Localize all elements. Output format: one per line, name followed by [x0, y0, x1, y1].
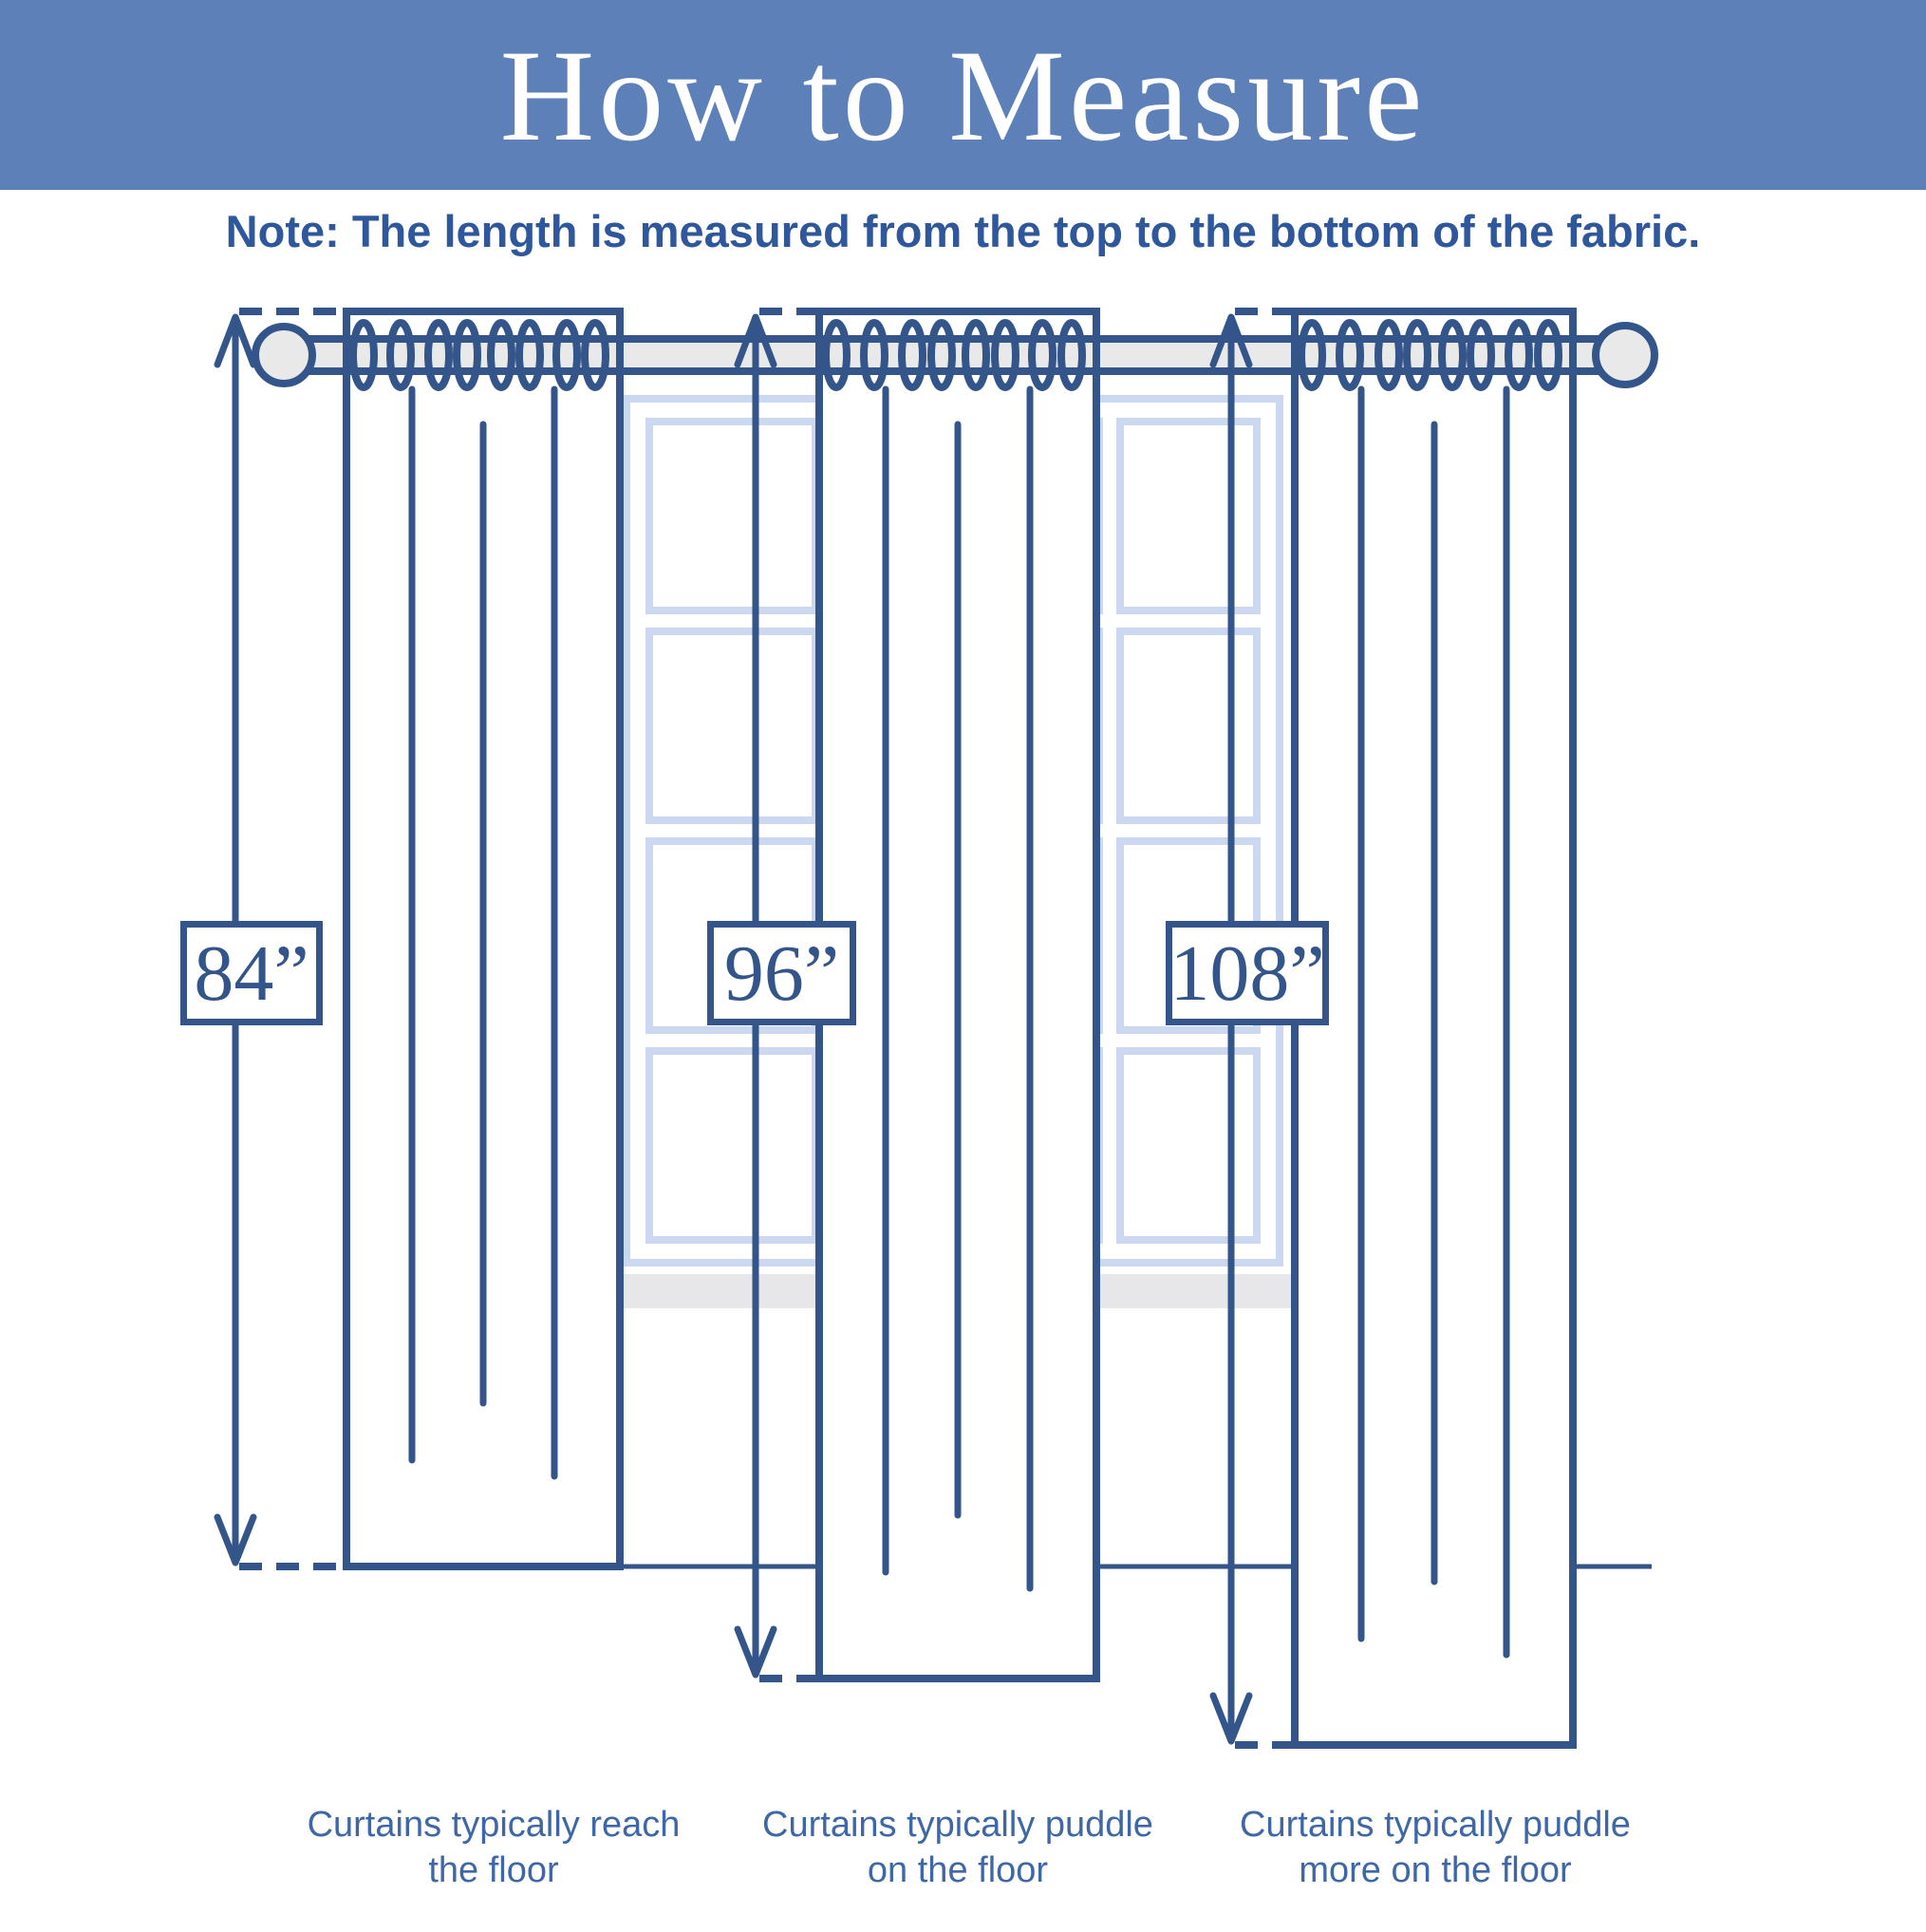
rod-finial-right — [1596, 326, 1655, 385]
caption-line: more on the floor — [1299, 1850, 1572, 1890]
window-pane — [649, 631, 815, 820]
caption-line: Curtains typically reach — [307, 1805, 681, 1845]
caption-line: Curtains typically puddle — [762, 1805, 1153, 1845]
window-pane — [1120, 422, 1257, 610]
window-pane — [649, 1051, 815, 1240]
length-label-96: 96” — [707, 921, 856, 1025]
note-text: Note: The length is measured from the top to the bottom of the fabric. — [225, 206, 1701, 256]
window-pane — [1120, 1051, 1257, 1240]
window-pane — [649, 422, 815, 610]
window-pane — [1120, 631, 1257, 820]
caption-line: the floor — [428, 1850, 559, 1890]
rod-finial-left — [255, 327, 312, 384]
caption-line: on the floor — [867, 1850, 1049, 1890]
length-label-108: 108” — [1166, 921, 1329, 1025]
caption-108 — [1188, 1802, 1682, 1893]
page-title: How to Measure — [499, 22, 1427, 168]
caption-line: Curtains typically puddle — [1240, 1805, 1631, 1845]
caption-96 — [711, 1802, 1205, 1893]
caption-84 — [247, 1802, 740, 1893]
length-label-84: 84” — [180, 921, 323, 1025]
